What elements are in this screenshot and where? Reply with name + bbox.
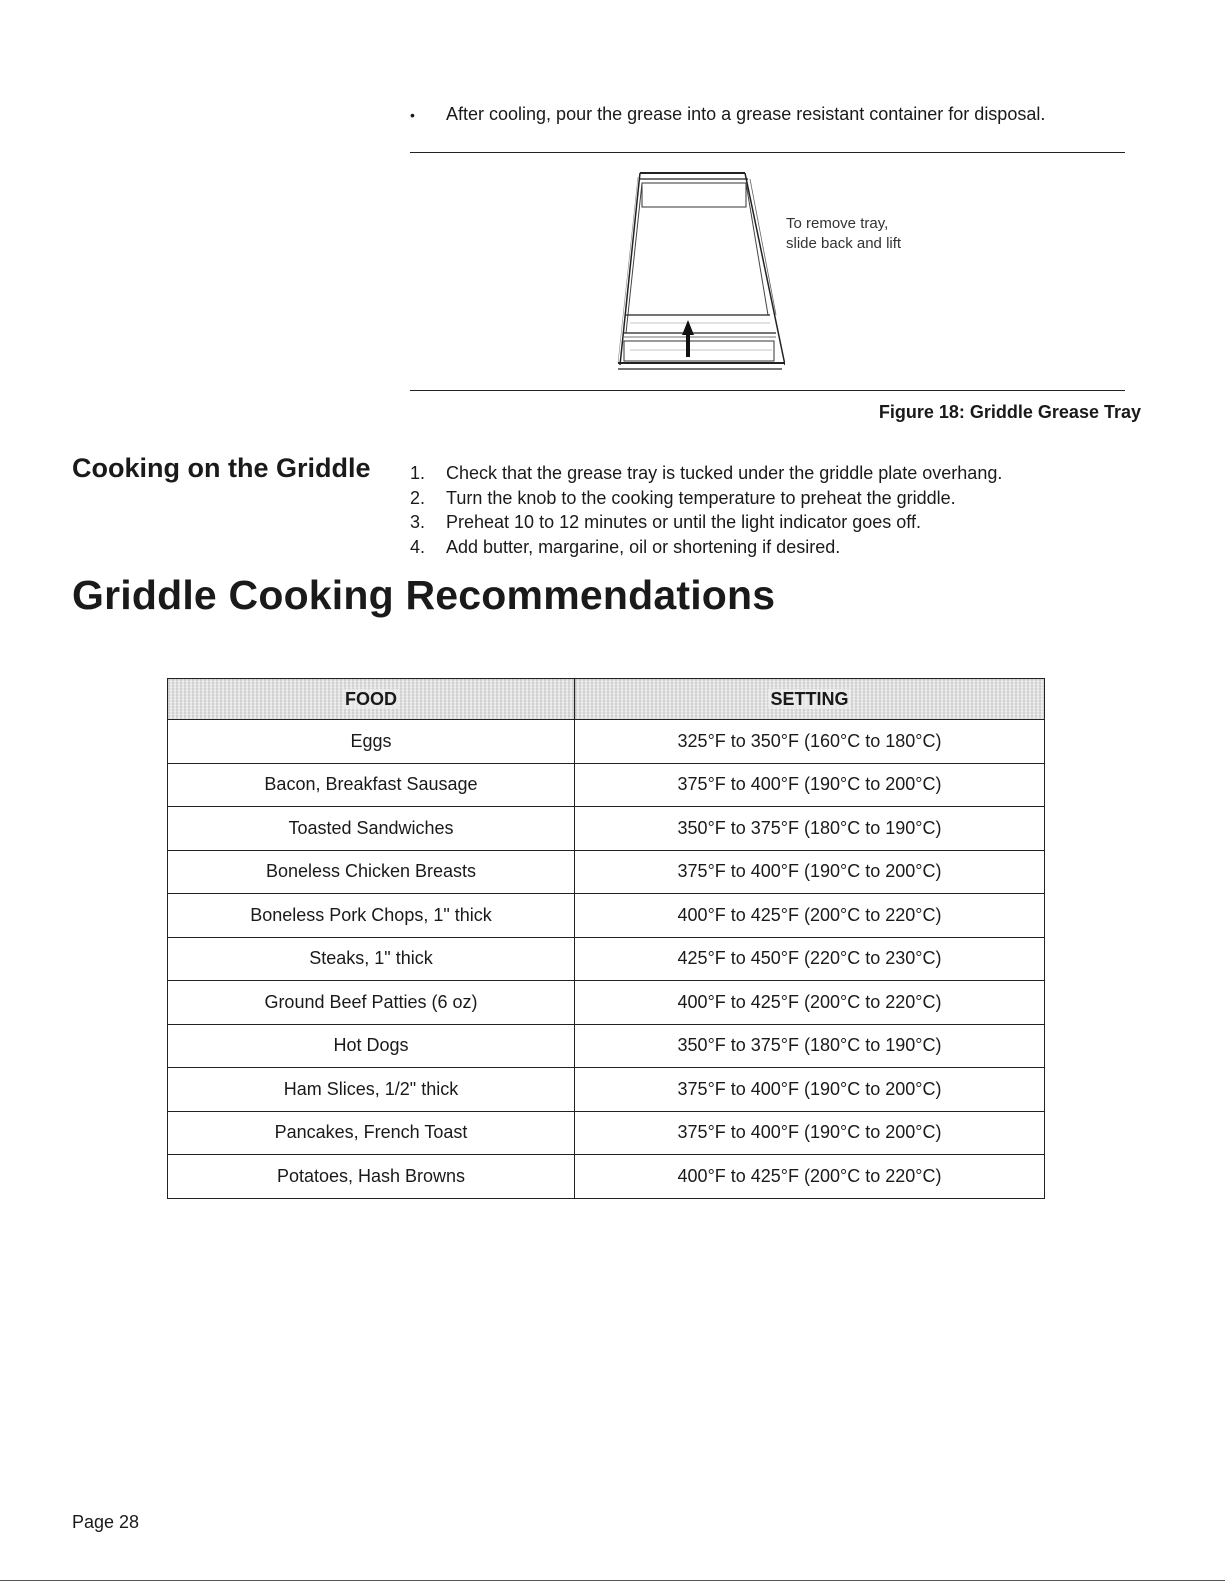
griddle-steps-list <box>410 461 1002 559</box>
step-item <box>410 510 1002 535</box>
food-header-label: FOOD <box>345 688 397 709</box>
step-text: Check that the grease tray is tucked under the griddle plate overhang. <box>446 463 1003 483</box>
setting-cell: 400°F to 425°F (200°C to 220°C) <box>575 1155 1045 1199</box>
food-column-header <box>168 679 575 720</box>
step-number: 1. <box>410 463 426 483</box>
step-number: 3. <box>410 512 426 532</box>
setting-cell: 350°F to 375°F (180°C to 190°C) <box>575 1024 1045 1068</box>
table-row <box>168 1155 1045 1199</box>
table-row <box>168 720 1045 764</box>
food-cell: Ham Slices, 1/2" thick <box>168 1068 575 1112</box>
setting-cell: 375°F to 400°F (190°C to 200°C) <box>575 1111 1045 1155</box>
table-row <box>168 937 1045 981</box>
figure-caption: Figure 18: Griddle Grease Tray <box>878 402 1141 422</box>
food-cell: Bacon, Breakfast Sausage <box>168 763 575 807</box>
setting-cell: 325°F to 350°F (160°C to 180°C) <box>575 720 1045 764</box>
step-text: Add butter, margarine, oil or shortening if desired. <box>446 536 841 557</box>
table-row <box>168 1111 1045 1155</box>
step-item <box>410 461 1002 486</box>
page-title: Griddle Cooking Recommendations <box>72 572 776 618</box>
step-item <box>410 486 1002 511</box>
step-number: 2. <box>410 487 426 508</box>
section-title: Cooking on the Griddle <box>72 453 371 483</box>
grease-tray-illustration <box>600 165 785 375</box>
figure-note <box>786 214 901 254</box>
table-row <box>168 1068 1045 1112</box>
figure-note-line-1: To remove tray, <box>786 215 889 232</box>
food-cell: Potatoes, Hash Browns <box>168 1155 575 1199</box>
food-cell: Boneless Chicken Breasts <box>168 850 575 894</box>
food-cell: Pancakes, French Toast <box>168 1111 575 1155</box>
step-item <box>410 535 1002 560</box>
food-cell: Hot Dogs <box>168 1024 575 1068</box>
table-row <box>168 1024 1045 1068</box>
griddle-recommendations-table <box>167 678 1045 1199</box>
figure-note-line-2: slide back and lift <box>786 235 902 252</box>
bullet-text: After cooling, pour the grease into a grease resistant container for disposal. <box>446 104 1046 124</box>
setting-cell: 375°F to 400°F (190°C to 200°C) <box>575 850 1045 894</box>
setting-cell: 375°F to 400°F (190°C to 200°C) <box>575 1068 1045 1112</box>
disposal-bullet <box>410 104 1045 125</box>
setting-cell: 400°F to 425°F (200°C to 220°C) <box>575 981 1045 1025</box>
setting-cell: 350°F to 375°F (180°C to 190°C) <box>575 807 1045 851</box>
table-row <box>168 894 1045 938</box>
figure-top-rule <box>410 152 1125 153</box>
table-row <box>168 850 1045 894</box>
step-number: 4. <box>410 536 426 557</box>
food-cell: Ground Beef Patties (6 oz) <box>168 981 575 1025</box>
setting-header-label: SETTING <box>770 688 849 709</box>
setting-column-header <box>575 679 1045 720</box>
page-number: Page 28 <box>72 1512 140 1532</box>
setting-cell: 425°F to 450°F (220°C to 230°C) <box>575 937 1045 981</box>
food-cell: Steaks, 1" thick <box>168 937 575 981</box>
table-row <box>168 763 1045 807</box>
step-text: Turn the knob to the cooking temperature to preheat the griddle. <box>446 487 956 508</box>
step-text: Preheat 10 to 12 minutes or until the light indicator goes off. <box>446 512 921 532</box>
setting-cell: 375°F to 400°F (190°C to 200°C) <box>575 763 1045 807</box>
food-cell: Toasted Sandwiches <box>168 807 575 851</box>
table-row <box>168 981 1045 1025</box>
table-header-row <box>168 679 1045 720</box>
figure-bottom-rule <box>410 390 1125 391</box>
table-row <box>168 807 1045 851</box>
bullet-dot: • <box>410 106 415 123</box>
food-cell: Boneless Pork Chops, 1" thick <box>168 894 575 938</box>
setting-cell: 400°F to 425°F (200°C to 220°C) <box>575 894 1045 938</box>
page-bottom-border <box>0 1580 1225 1581</box>
food-cell: Eggs <box>168 720 575 764</box>
